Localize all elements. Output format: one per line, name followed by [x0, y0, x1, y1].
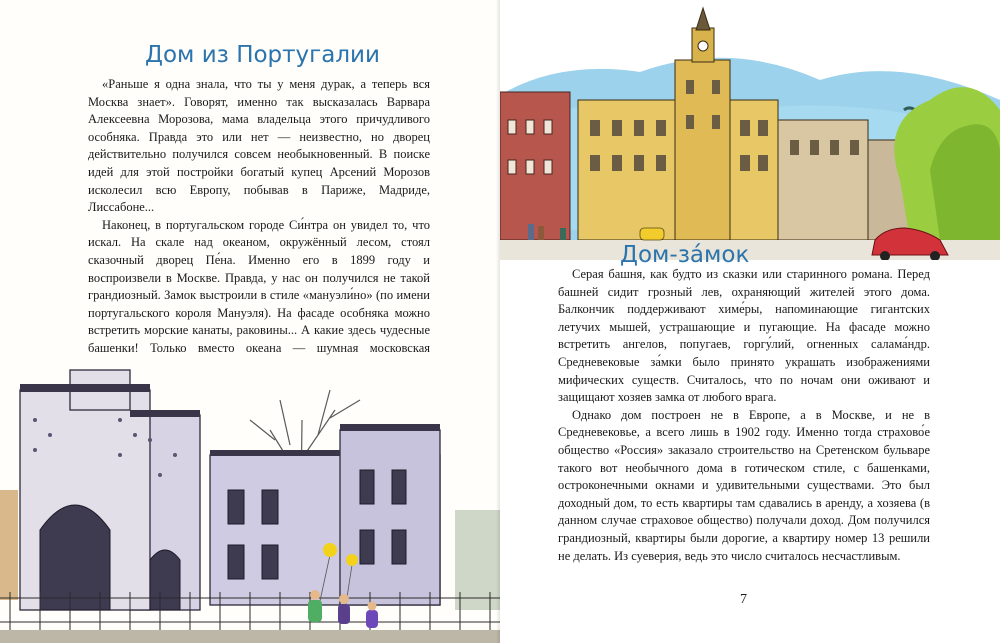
- page-number: 7: [740, 592, 747, 607]
- right-page-body: [558, 266, 930, 565]
- morozov-mansion-illustration: [0, 360, 500, 643]
- right-paragraph-1: Серая башня, как будто из сказки или старинного романа. Перед башней сидит грозный лев, охраняющий жителей этого дома. Балкончик поддерживают химе́ры, напоминающие гигантских летучих мышей, устрашающие и пугающие. На фасаде можно встретить ангелов, попугаев, горгу́лий, огненных салама́ндр. Средневековые за́мки было принято украшать изображениями мифических существ. Считалось, что по ночам они оживают и защищают хозяев замка от любого врага.: [558, 267, 930, 405]
- castle-house-illustration: [500, 0, 1000, 260]
- right-page-title: Дом-за́мок: [620, 242, 750, 268]
- right-paragraph-2: Однако дом построен не в Европе, а в Москве, и не в Средневековье, а всего лишь в 1902 году. Именно тогда страхово́е общество «Россия» заказало строительство на Сретенском бульваре такого вот необычного дома в готическом стиле, с башенками, остроконечными окнами и удивительными существами. Это был доходный дом, то есть квартиры там сдавались в аренду, а хозяева (в данном случае страховое общество) получали доход. Дом получился грандиозный, квартиры были дорогие, а квартиру номер 13 решили не делать. Из суеверия, ведь это число считалось несчастливым.: [558, 407, 930, 563]
- left-paragraph-2: Наконец, в португальском городе Си́нтра он увидел то, что искал. На скале над океаном, окружённый лесом, стоял сказочный дворец Пе́на. Именно его в 1899 году и воспроизвели в Москве. Правда, у нас он получился не такой грандиозный. Замок выстроили в стиле «мануэли́но» (по имени португальского короля Мануэля). На фасаде особняка можно встретить морские канаты, раковины... А какие здесь чудесные башенки! Только вместо океана — шумная московская: [88, 217, 430, 355]
- left-page-title: Дом из Португалии: [145, 42, 380, 68]
- left-paragraph-1: «Раньше я одна знала, что ты у меня дурак, а теперь вся Москва знает». Говорят, именно так высказалась Варвара Алексеевна Морозова, мама владельца этого причудливого особняка. Правда это или нет — неизвестно, но дворец действительно получился совсем необыкновенный. В поиске идей для этой постройки богатый купец Арсений Морозов исколесил всю Европу, побывав в Париже, Мадриде, Лиссабоне...: [88, 77, 430, 215]
- right-page: [500, 0, 1000, 643]
